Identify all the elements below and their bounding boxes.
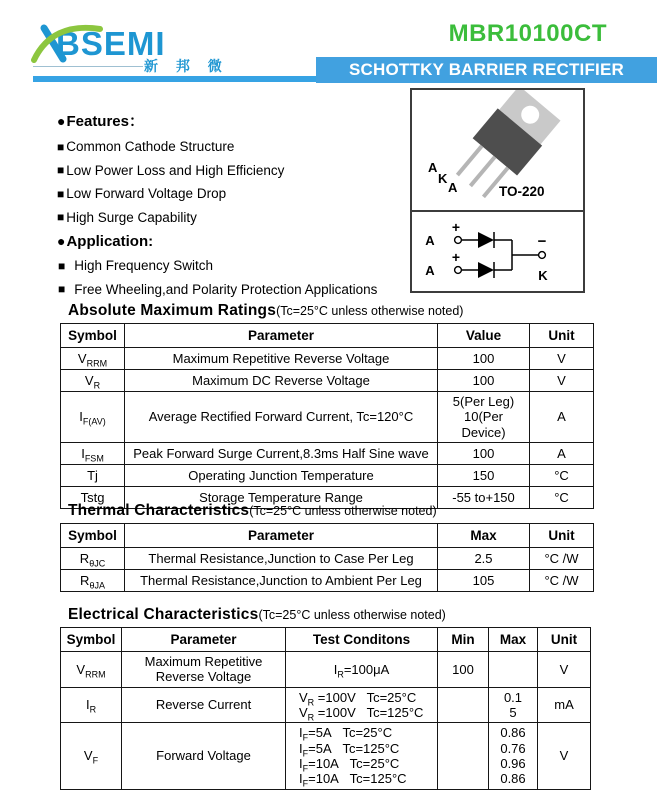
table-cell: $V_F$ <box>61 723 122 789</box>
feature-text: Common Cathode Structure <box>66 139 235 154</box>
table-cell: °C <box>530 464 594 486</box>
pin-label: A <box>428 160 438 175</box>
feature-text: Low Power Loss and High Efficiency <box>66 162 285 178</box>
subtitle-banner: SCHOTTKY BARRIER RECTIFIER <box>316 57 657 83</box>
part-number: MBR10100CT <box>448 20 607 47</box>
table-cell: 105 <box>438 570 530 592</box>
table-row <box>61 570 594 592</box>
table-cell: $V_{RRM}$ <box>61 348 125 370</box>
section-title-abs-max <box>68 302 463 320</box>
column-header: Unit <box>530 324 594 348</box>
table-cell <box>438 723 489 789</box>
table-cell: Maximum Repetitive Reverse Voltage <box>122 652 286 688</box>
anode-label: A <box>425 263 435 278</box>
circle-bullet-icon: ● <box>57 113 66 129</box>
logo-brand-text: BSEMI <box>56 25 166 62</box>
table-row <box>61 370 594 392</box>
logo-divider <box>33 66 143 67</box>
terminal-circle <box>455 237 462 244</box>
table-cell: Forward Voltage <box>122 723 286 789</box>
feature-item <box>57 186 432 201</box>
table-cell: 100 <box>438 442 530 464</box>
column-header: Unit <box>538 628 591 652</box>
table-row <box>61 548 594 570</box>
table-cell: Tj <box>61 464 125 486</box>
table-row <box>61 464 594 486</box>
section-title: Electrical Characteristics <box>68 606 259 623</box>
application-text: High Frequency Switch <box>74 258 214 273</box>
table-row <box>61 652 591 688</box>
common-cathode-schematic <box>412 212 583 287</box>
application-text: Free Wheeling,and Polarity Protection Applications <box>74 281 378 297</box>
column-header: Min <box>438 628 489 652</box>
table-row <box>61 442 594 464</box>
cathode-label: K <box>538 268 548 283</box>
table-cell: °C /W <box>530 570 594 592</box>
table-cell: A <box>530 442 594 464</box>
table-cell: Average Rectified Forward Current, Tc=120°C <box>125 392 438 443</box>
table-cell: V <box>538 652 591 688</box>
plus-sign: + <box>451 219 461 235</box>
column-header: Symbol <box>61 628 122 652</box>
square-bullet-icon: ■ <box>57 210 65 224</box>
section-title: Thermal Characteristics <box>68 502 250 519</box>
table-cell: 5(Per Leg) 10(Per Device) <box>438 392 530 443</box>
table-cell: Operating Junction Temperature <box>125 464 438 486</box>
table-cell: $I_{F(AV)}$ <box>61 392 125 443</box>
feature-item <box>57 210 432 225</box>
table-cell: °C /W <box>530 548 594 570</box>
table-cell: 100 <box>438 652 489 688</box>
column-header: Symbol <box>61 324 125 348</box>
pin-label: A <box>448 180 458 195</box>
application-item <box>57 258 432 273</box>
circuit-diagram <box>412 212 583 289</box>
header-underline <box>33 76 316 82</box>
section-title-electrical <box>68 606 446 624</box>
features-heading <box>57 110 432 131</box>
column-header: Test Conditons <box>286 628 438 652</box>
column-header: Max <box>489 628 538 652</box>
package-lead <box>470 157 494 186</box>
table-cell: V <box>530 370 594 392</box>
plus-sign: + <box>451 249 461 265</box>
square-bullet-icon: ■ <box>57 186 65 201</box>
table-row <box>61 392 594 443</box>
table-cell <box>489 652 538 688</box>
column-header: Max <box>438 524 530 548</box>
table-cell: mA <box>538 687 591 723</box>
column-header: Unit <box>530 524 594 548</box>
circle-bullet-icon: ● <box>57 233 66 249</box>
table-cell <box>438 687 489 723</box>
thermal-table <box>60 523 594 592</box>
table-row <box>61 687 591 723</box>
table-header-row <box>61 324 594 348</box>
table-cell: $R_{\theta JA}$ <box>61 570 125 592</box>
package-panel <box>410 88 585 293</box>
table-cell: $I_F=5A$ Tc=25°C $I_F=5A$ Tc=125°C $I_F=10A$ Tc=25°C $I_F=10A$ Tc=125°C <box>286 723 438 789</box>
application-heading <box>57 233 432 250</box>
column-header: Parameter <box>125 524 438 548</box>
table-cell: Maximum Repetitive Reverse Voltage <box>125 348 438 370</box>
package-lead <box>457 146 481 175</box>
table-cell: Thermal Resistance,Junction to Case Per Leg <box>125 548 438 570</box>
section-title: Absolute Maximum Ratings <box>68 302 277 319</box>
table-cell: V <box>538 723 591 789</box>
table-row <box>61 723 591 789</box>
column-header: Symbol <box>61 524 125 548</box>
diode-symbol <box>478 232 494 248</box>
company-logo <box>30 22 260 80</box>
square-bullet-icon: ■ <box>58 282 66 296</box>
terminal-circle <box>539 252 546 259</box>
diode-symbol <box>478 262 494 278</box>
section-subtitle: (Tc=25°C unless otherwise noted) <box>258 608 446 622</box>
table-cell: -55 to+150 <box>438 486 530 508</box>
table-row <box>61 348 594 370</box>
table-cell: $V_R =100V$ Tc=25°C $V_R =100V$ Tc=125°C <box>286 687 438 723</box>
square-bullet-icon: ■ <box>57 139 65 154</box>
table-header-row <box>61 628 591 652</box>
table-cell: °C <box>530 486 594 508</box>
column-header: Parameter <box>125 324 438 348</box>
table-cell: $I_R=100\mu A$ <box>286 652 438 688</box>
table-cell: $I_R$ <box>61 687 122 723</box>
table-header-row <box>61 524 594 548</box>
package-drawing <box>412 90 583 212</box>
features-section <box>57 108 432 305</box>
table-cell: 0.86 0.76 0.96 0.86 <box>489 723 538 789</box>
section-subtitle: (Tc=25°C unless otherwise noted) <box>276 304 464 318</box>
table-cell: $R_{\theta JC}$ <box>61 548 125 570</box>
table-cell: $V_R$ <box>61 370 125 392</box>
feature-item <box>57 163 432 178</box>
table-cell: 100 <box>438 348 530 370</box>
section-title-thermal <box>68 502 437 520</box>
table-cell: 150 <box>438 464 530 486</box>
terminal-circle <box>455 267 462 274</box>
minus-sign: − <box>537 233 547 250</box>
feature-text: High Surge Capability <box>66 209 197 225</box>
section-subtitle: (Tc=25°C unless otherwise noted) <box>249 504 437 518</box>
table-cell: $V_{RRM}$ <box>61 652 122 688</box>
column-header: Parameter <box>122 628 286 652</box>
features-heading-label: Features： <box>66 113 144 130</box>
square-bullet-icon: ■ <box>58 258 66 273</box>
table-cell: Peak Forward Surge Current,8.3ms Half Sine wave <box>125 442 438 464</box>
pin-label: K <box>438 171 448 186</box>
application-heading-label: Application: <box>66 233 154 250</box>
anode-label: A <box>425 233 435 248</box>
application-item <box>57 282 432 297</box>
square-bullet-icon: ■ <box>57 163 65 177</box>
feature-item <box>57 139 432 154</box>
logo-chinese-text: 新 邦 微 <box>144 58 229 74</box>
electrical-table <box>60 627 591 790</box>
table-cell: A <box>530 392 594 443</box>
table-cell: Tstg <box>61 486 125 508</box>
to220-illustration <box>412 90 583 208</box>
abs-max-table <box>60 323 594 509</box>
table-cell: Thermal Resistance,Junction to Ambient Per Leg <box>125 570 438 592</box>
table-cell: 0.1 5 <box>489 687 538 723</box>
package-name-label: TO-220 <box>499 184 545 199</box>
table-cell: Reverse Current <box>122 687 286 723</box>
table-cell: 100 <box>438 370 530 392</box>
table-cell: 2.5 <box>438 548 530 570</box>
table-cell: V <box>530 348 594 370</box>
table-cell: Storage Temperature Range <box>125 486 438 508</box>
table-cell: $I_{FSM}$ <box>61 442 125 464</box>
column-header: Value <box>438 324 530 348</box>
feature-text: Low Forward Voltage Drop <box>66 186 227 201</box>
table-cell: Maximum DC Reverse Voltage <box>125 370 438 392</box>
